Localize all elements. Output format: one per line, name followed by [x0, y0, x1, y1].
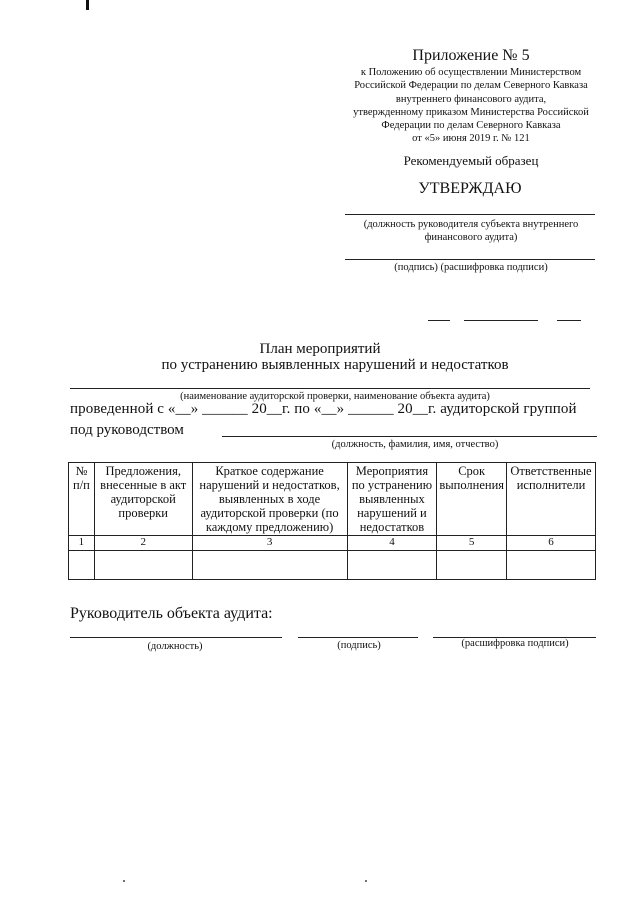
signature-line: [345, 259, 595, 260]
appendix-text: [330, 66, 612, 146]
scan-dot: [123, 880, 125, 882]
table-cell[interactable]: [507, 551, 596, 580]
table-number-row: [69, 536, 596, 551]
appendix-line: утвержденному приказом Министерства Российской: [353, 106, 589, 118]
approve-heading: УТВЕРЖДАЮ: [418, 180, 522, 197]
appendix-line: к Положению об осуществлении Министерством: [360, 67, 582, 78]
audit-head-label: Руководитель объекта аудита:: [70, 605, 273, 622]
col-number: 1: [69, 536, 95, 551]
lead-caption: (должность, фамилия, имя, отчество): [331, 439, 499, 450]
scan-mark: [86, 0, 89, 10]
date-month-line: [464, 320, 538, 321]
appendix-line: Российской Федерации по делам Северного Кавказа: [354, 80, 588, 92]
lead-line: [222, 436, 597, 437]
col-number: 6: [507, 536, 596, 551]
appendix-line: от «5» июня 2019 г. № 121: [412, 133, 530, 145]
appendix-line: Федерации по делам Северного Кавказа: [381, 120, 561, 132]
header-measures: Мероприятия по устранению выявленных нарушений и недостатков: [347, 463, 437, 536]
table-cell[interactable]: [94, 551, 192, 580]
footer-position-line: [70, 637, 282, 638]
col-number: 5: [437, 536, 507, 551]
position-caption-line: (должность руководителя субъекта внутреннего: [363, 219, 579, 230]
date-day-line: [428, 320, 450, 321]
plan-table: [68, 462, 596, 580]
table-row: [69, 551, 596, 580]
position-caption-line: финансового аудита): [424, 232, 518, 243]
audit-name-line: [70, 388, 590, 389]
position-caption: [340, 218, 602, 244]
appendix-title: Приложение № 5: [412, 47, 530, 64]
table-cell[interactable]: [69, 551, 95, 580]
appendix-line: внутреннего финансового аудита,: [395, 93, 547, 105]
plan-title: План мероприятий: [259, 341, 381, 357]
header-number: № п/п: [69, 463, 95, 536]
footer-signature-line: [298, 637, 418, 638]
header-deadline: Срок выполнения: [437, 463, 507, 536]
table-cell[interactable]: [437, 551, 507, 580]
table-header-row: [69, 463, 596, 536]
table-cell[interactable]: [192, 551, 347, 580]
table-cell[interactable]: [347, 551, 437, 580]
under-lead-label: под руководством: [70, 422, 184, 438]
audit-name-caption: (наименование аудиторской проверки, наименование объекта аудита): [180, 391, 490, 402]
header-proposals: Предложения, внесенные в акт аудиторской проверки: [94, 463, 192, 536]
header-responsible: Ответственные исполнители: [507, 463, 596, 536]
position-line: [345, 214, 595, 215]
col-number: 4: [347, 536, 437, 551]
scan-dot: [365, 880, 367, 882]
col-number: 2: [94, 536, 192, 551]
header-summary: Краткое содержание нарушений и недостатков, выявленных в ходе аудиторской проверки (по каждому предложению): [192, 463, 347, 536]
col-number: 3: [192, 536, 347, 551]
footer-position-caption: (должность): [147, 641, 203, 652]
footer-decode-caption: (расшифровка подписи): [461, 638, 569, 649]
recommended-sample: Рекомендуемый образец: [403, 153, 539, 168]
date-year-line: [557, 320, 581, 321]
footer-signature-caption: (подпись): [337, 640, 381, 651]
signature-caption: (подпись) (расшифровка подписи): [394, 262, 548, 273]
conducted-line: проведенной с «__» ______ 20__г. по «__» ______ 20__г. аудиторской группой: [70, 401, 577, 417]
plan-subtitle: по устранению выявленных нарушений и недостатков: [161, 357, 509, 373]
